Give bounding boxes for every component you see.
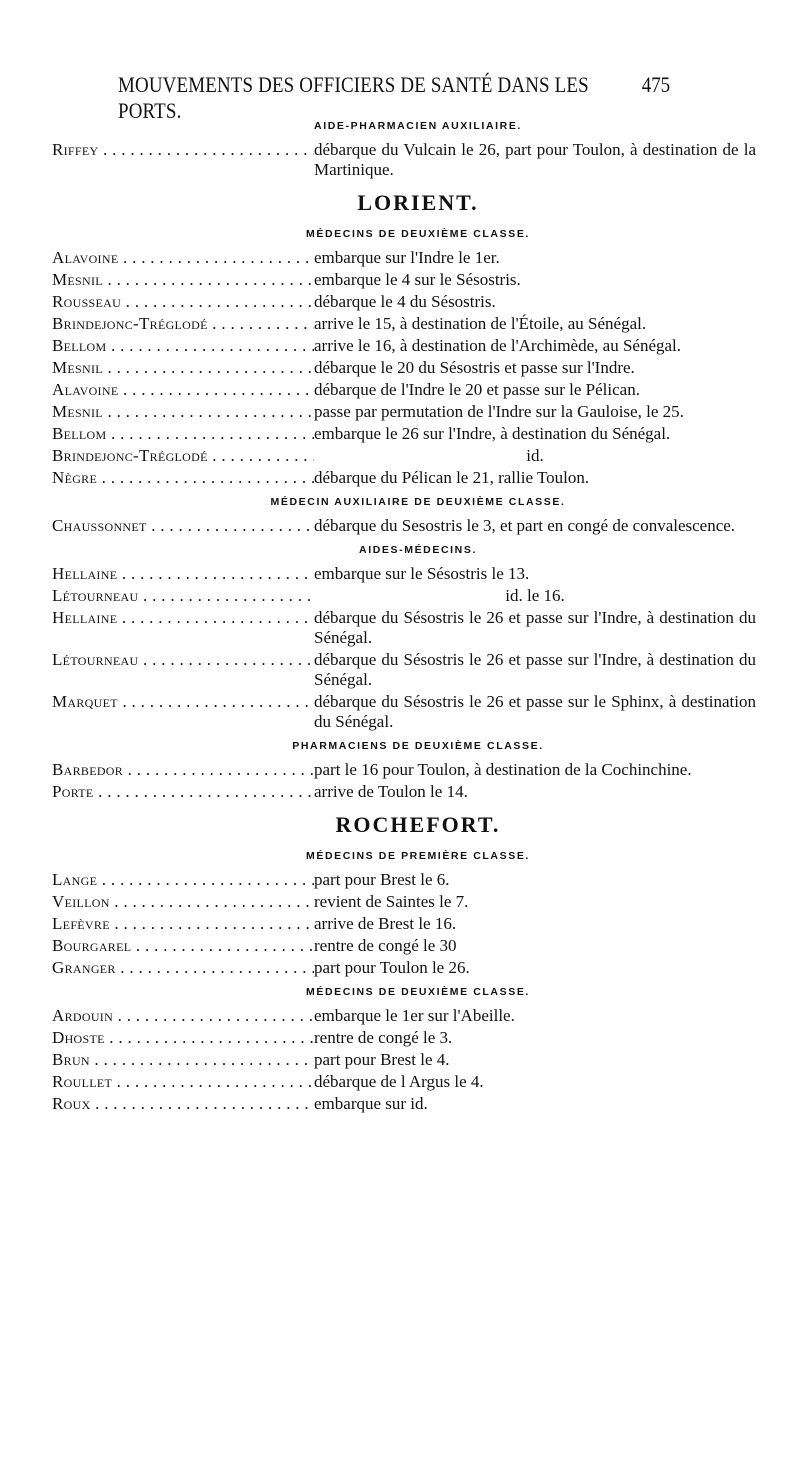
section-heading: AIDES-MÉDECINS. xyxy=(359,544,477,556)
officer-name: Bourgarel . . . xyxy=(52,936,314,956)
officer-name: Lefèvre . . . xyxy=(52,914,314,934)
officer-name: Brindejonc-Tréglodé . . . xyxy=(52,314,314,334)
movement-text: débarque le 4 du Sésostris. xyxy=(314,292,496,311)
entry-row xyxy=(52,516,764,536)
officer-name: Brindejonc-Tréglodé . . . xyxy=(52,446,314,466)
entry-row xyxy=(52,958,764,978)
officer-name: Marquet . . . xyxy=(52,692,314,732)
page-number: 475 xyxy=(641,72,671,97)
movement-text: débarque de l Argus le 4. xyxy=(314,1072,484,1091)
entry-row xyxy=(52,1094,764,1114)
movement-text: débarque le 20 du Sésostris et passe sur l'Indre. xyxy=(314,358,635,377)
movement-text: embarque le 4 sur le Sésostris. xyxy=(314,270,521,289)
movement-text: part pour Toulon le 26. xyxy=(314,958,470,977)
movement-text: part le 16 pour Toulon, à destination de la Cochinchine. xyxy=(314,760,692,779)
movement-text: débarque de l'Indre le 20 et passe sur le Pélican. xyxy=(314,380,640,399)
entry-row xyxy=(52,608,764,648)
officer-name: Bellom . . . xyxy=(52,424,314,444)
officer-name: Mesnil . . . xyxy=(52,358,314,378)
movement-text: débarque du Sésostris le 26 et passe sur l'Indre, à destination du Sénégal. xyxy=(314,608,756,647)
officer-name: Porte . . . xyxy=(52,782,314,802)
officer-name: Roux . . . xyxy=(52,1094,314,1114)
entry-row xyxy=(52,1072,764,1092)
officer-name: Riffey . . . xyxy=(52,140,314,180)
entry-row xyxy=(52,292,764,312)
entry-row xyxy=(52,468,764,488)
movement-text: débarque du Sésostris le 26 et passe sur le Sphinx, à destination du Sénégal. xyxy=(314,692,756,731)
entry-row xyxy=(52,402,764,422)
entry-row xyxy=(52,1050,764,1070)
movement-text: embarque sur le Sésostris le 13. xyxy=(314,564,530,583)
section-heading: MÉDECINS DE DEUXIÈME CLASSE. xyxy=(306,228,530,240)
movement-text: débarque du Sesostris le 3, et part en congé de convalescence. xyxy=(314,516,736,535)
movement-text: passe par permutation de l'Indre sur la Gauloise, le 25. xyxy=(314,402,684,421)
movement-text: arrive de Brest le 16. xyxy=(314,914,457,933)
officer-name: Brun . . . xyxy=(52,1050,314,1070)
entry-row xyxy=(52,446,764,466)
movement-text: embarque sur id. xyxy=(314,1094,428,1113)
entry-row xyxy=(52,270,764,290)
movement-text: rentre de congé le 3. xyxy=(314,1028,453,1047)
movement-text: id. xyxy=(526,446,544,465)
section-heading: MÉDECIN AUXILIAIRE DE DEUXIÈME CLASSE. xyxy=(270,496,566,508)
officer-name: Mesnil . . . xyxy=(52,402,314,422)
movement-text: débarque du Vulcain le 26, part pour Toulon, à destination de la Martinique. xyxy=(314,140,756,179)
port-heading: ROCHEFORT. xyxy=(335,812,501,837)
officer-name: Mesnil . . . xyxy=(52,270,314,290)
officer-name: Létourneau . . . xyxy=(52,586,314,606)
officer-name: Barbedor . . . xyxy=(52,760,314,780)
entry-row xyxy=(52,314,764,334)
entry-row xyxy=(52,760,764,780)
entry-row xyxy=(52,1028,764,1048)
movement-text: débarque du Pélican le 21, rallie Toulon. xyxy=(314,468,590,487)
officer-name: Létourneau . . . xyxy=(52,650,314,690)
officer-name: Nègre . . . xyxy=(52,468,314,488)
entry-row xyxy=(52,650,764,690)
movement-text: id. le 16. xyxy=(505,586,565,605)
entry-row xyxy=(52,782,764,802)
entry-row xyxy=(52,692,764,732)
movement-text: embarque sur l'Indre le 1er. xyxy=(314,248,500,267)
movement-text: part pour Brest le 4. xyxy=(314,1050,450,1069)
section-heading: MÉDECINS DE DEUXIÈME CLASSE. xyxy=(306,986,530,998)
entry-row xyxy=(52,358,764,378)
officer-name: Alavoine . . . xyxy=(52,248,314,268)
officer-name: Lange . . . xyxy=(52,870,314,890)
entry-row xyxy=(52,936,764,956)
entry-row xyxy=(52,380,764,400)
officer-name: Bellom . . . xyxy=(52,336,314,356)
entry-row xyxy=(52,140,764,180)
movement-text: embarque le 26 sur l'Indre, à destination du Sénégal. xyxy=(314,424,671,443)
officer-name: Veillon . . . xyxy=(52,892,314,912)
movement-text: arrive le 15, à destination de l'Étoile, au Sénégal. xyxy=(314,314,647,333)
port-heading: LORIENT. xyxy=(357,190,479,215)
officer-name: Roullet . . . xyxy=(52,1072,314,1092)
entry-row xyxy=(52,424,764,444)
movement-text: débarque du Sésostris le 26 et passe sur l'Indre, à destination du Sénégal. xyxy=(314,650,756,689)
entry-row xyxy=(52,336,764,356)
document-body xyxy=(52,112,764,1116)
officer-name: Chaussonnet . . . xyxy=(52,516,314,536)
movement-text: part pour Brest le 6. xyxy=(314,870,450,889)
officer-name: Dhoste . . . xyxy=(52,1028,314,1048)
officer-name: Alavoine . . . xyxy=(52,380,314,400)
officer-name: Hellaine . . . xyxy=(52,564,314,584)
entry-row xyxy=(52,586,764,606)
movement-text: rentre de congé le 30 xyxy=(314,936,457,955)
running-title: MOUVEMENTS DES OFFICIERS DE SANTÉ DANS LES PORTS. xyxy=(118,72,589,123)
entry-row xyxy=(52,892,764,912)
officer-name: Rousseau . . . xyxy=(52,292,314,312)
entry-row xyxy=(52,564,764,584)
entry-row xyxy=(52,914,764,934)
movement-text: arrive de Toulon le 14. xyxy=(314,782,468,801)
movement-text: arrive le 16, à destination de l'Archimède, au Sénégal. xyxy=(314,336,682,355)
officer-name: Granger . . . xyxy=(52,958,314,978)
section-heading: PHARMACIENS DE DEUXIÈME CLASSE. xyxy=(292,740,544,752)
entry-row xyxy=(52,1006,764,1026)
section-heading: MÉDECINS DE PREMIÈRE CLASSE. xyxy=(306,850,530,862)
entry-row xyxy=(52,248,764,268)
officer-name: Ardouin . . . xyxy=(52,1006,314,1026)
movement-text: revient de Saintes le 7. xyxy=(314,892,469,911)
entry-row xyxy=(52,870,764,890)
section-heading: AIDE-PHARMACIEN AUXILIAIRE. xyxy=(314,120,522,132)
movement-text: embarque le 1er sur l'Abeille. xyxy=(314,1006,515,1025)
officer-name: Hellaine . . . xyxy=(52,608,314,648)
